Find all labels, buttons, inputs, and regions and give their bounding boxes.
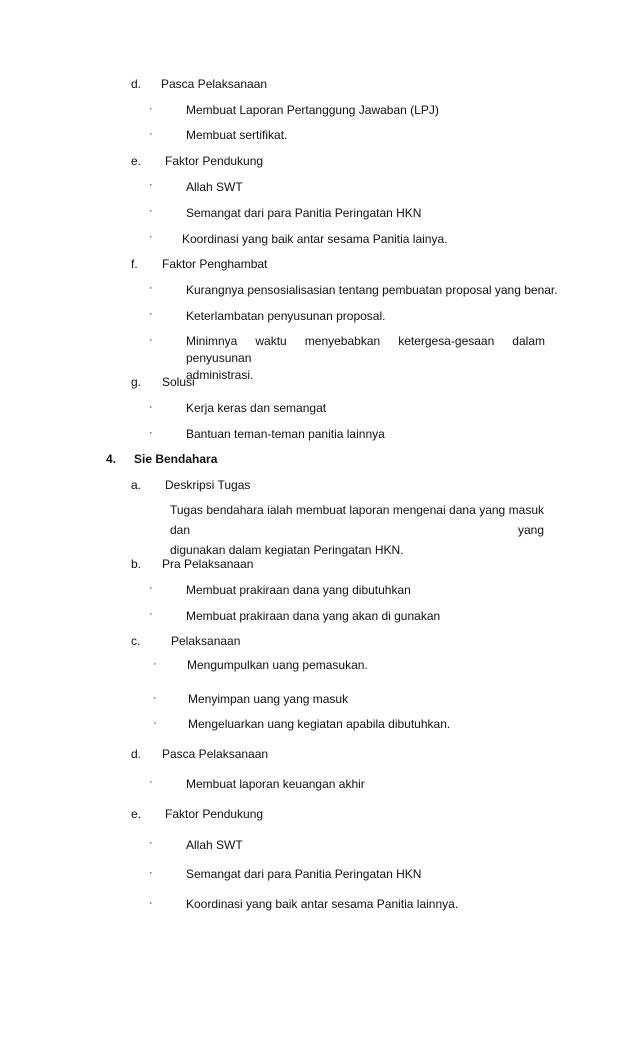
list-item: Kurangnya pensosialisasian tentang pembuatan proposal yang benar. (186, 283, 558, 297)
list-item: Keterlambatan penyusunan proposal. (186, 309, 386, 323)
list-marker: c. (131, 634, 141, 648)
bullet: · (149, 128, 153, 140)
paragraph-line: Tugas bendahara ialah membuat laporan mengenai dana yang masuk dan yang (170, 503, 544, 537)
list-item: Allah SWT (186, 180, 243, 194)
bullet: · (149, 103, 153, 115)
list-heading: Faktor Pendukung (165, 807, 264, 821)
list-heading: Faktor Pendukung (165, 154, 264, 168)
list-item: Menyimpan uang yang masuk (188, 692, 349, 706)
list-item-line: Minimnya waktu menyebabkan ketergesa-gesaan dalam penyusunan (186, 334, 545, 365)
list-item: Mengumpulkan uang pemasukan. (187, 658, 368, 672)
list-marker: e. (131, 154, 142, 168)
list-item: Membuat prakiraan dana yang akan di gunakan (186, 609, 441, 623)
list-marker: d. (131, 747, 142, 761)
list-item-multiline (186, 333, 545, 384)
list-heading: Solusi (162, 375, 195, 389)
list-marker: g. (131, 375, 142, 389)
list-marker: b. (131, 557, 142, 571)
list-heading: Pasca Pelaksanaan (161, 77, 268, 91)
list-item: Bantuan teman-teman panitia lainnya (186, 427, 385, 441)
list-item: Allah SWT (186, 838, 243, 852)
bullet: · (153, 692, 157, 704)
list-heading: Faktor Penghambat (162, 257, 268, 271)
list-item: Mengeluarkan uang kegiatan apabila dibutuhkan. (188, 717, 451, 731)
list-item: Koordinasi yang baik antar sesama Panitia lainnya. (186, 897, 459, 911)
list-heading: Pra Pelaksanaan (162, 557, 254, 571)
bullet: · (149, 776, 153, 788)
list-item: Semangat dari para Panitia Peringatan HKN (186, 206, 422, 220)
bullet: · (153, 658, 157, 670)
bullet: · (149, 334, 153, 346)
bullet: · (149, 837, 153, 849)
list-item: Membuat Laporan Pertanggung Jawaban (LPJ) (186, 103, 439, 117)
list-item: Membuat prakiraan dana yang dibutuhkan (186, 583, 411, 597)
bullet: · (149, 308, 153, 320)
bullet: · (149, 582, 153, 594)
list-marker: f. (131, 257, 138, 271)
list-marker: a. (131, 478, 142, 492)
bullet: · (149, 608, 153, 620)
bullet: · (149, 282, 153, 294)
bullet: · (149, 897, 153, 909)
bullet: · (149, 231, 153, 243)
description-paragraph (170, 500, 544, 560)
bullet: · (149, 179, 153, 191)
list-item: Koordinasi yang baik antar sesama Panitia lainya. (182, 232, 448, 246)
list-heading: Deskripsi Tugas (165, 478, 251, 492)
bullet: · (149, 205, 153, 217)
list-marker: d. (131, 77, 142, 91)
section-number: 4. (106, 452, 117, 466)
list-item: Membuat laporan keuangan akhir (186, 777, 365, 791)
section-title: Sie Bendahara (134, 452, 218, 466)
bullet: · (149, 427, 153, 439)
list-item: Semangat dari para Panitia Peringatan HKN (186, 867, 422, 881)
paragraph-line: digunakan dalam kegiatan Peringatan HKN. (170, 543, 404, 557)
list-item: Kerja keras dan semangat (186, 401, 327, 415)
bullet: · (149, 401, 153, 413)
list-heading: Pelaksanaan (171, 634, 241, 648)
bullet: · (153, 717, 157, 729)
list-heading: Pasca Pelaksanaan (162, 747, 269, 761)
list-item: Membuat sertifikat. (186, 128, 288, 142)
list-marker: e. (131, 807, 142, 821)
bullet: · (149, 867, 153, 879)
list-item-line: administrasi. (186, 368, 254, 382)
